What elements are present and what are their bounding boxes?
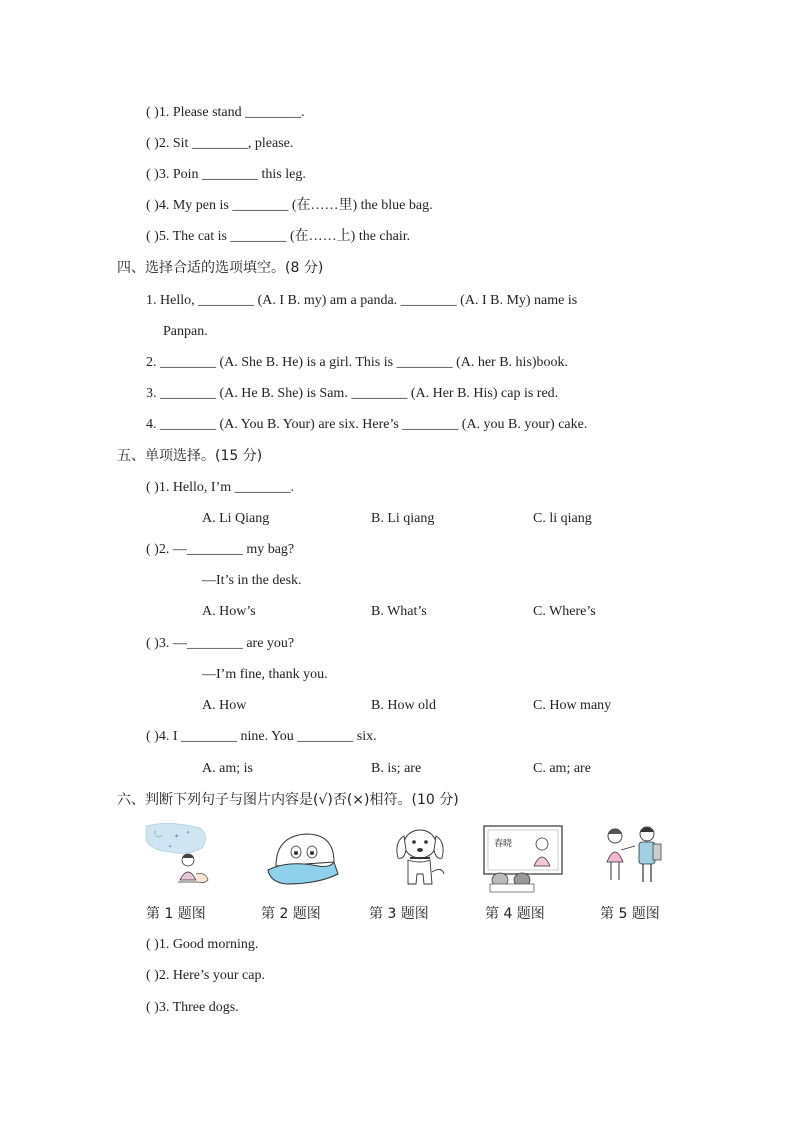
part6-item-2: ( )2. Here’s your cap. (146, 968, 265, 983)
part5-q2-dialogue: —It’s in the desk. (202, 573, 302, 588)
part5-q3-option-a: A. How (202, 698, 247, 713)
part4-item-3: 3. ________ (A. He B. She) is Sam. ________ (A. Her B. His) cap is red. (146, 386, 559, 401)
part6-item-3: ( )3. Three dogs. (146, 1000, 239, 1015)
picture-1-night-girl (140, 822, 240, 897)
section-6-title: 六、判断下列句子与图片内容是(√)否(×)相符。(10 分) (117, 792, 459, 808)
part5-q2-option-b: B. What’s (371, 604, 427, 619)
part6-item-1: ( )1. Good morning. (146, 937, 259, 952)
part3-item-2: ( )2. Sit ________, please. (146, 136, 294, 151)
caption-picture-4: 第 4 题图 (485, 906, 545, 922)
picture-2-cap (258, 822, 358, 897)
part5-q4-option-c: C. am; are (533, 761, 591, 776)
picture-4-classroom (482, 822, 582, 897)
part5-q2-option-a: A. How’s (202, 604, 256, 619)
board-text: 春晓 (494, 839, 513, 849)
svg-text:✦: ✦ (174, 834, 180, 840)
part5-q2-stem: ( )2. —________ my bag? (146, 542, 295, 557)
part5-q2-option-c: C. Where’s (533, 604, 596, 619)
part4-item-4: 4. ________ (A. You B. Your) are six. Here’s ________ (A. you B. your) cake. (146, 417, 588, 432)
part3-item-4: ( )4. My pen is ________ (在……里) the blue bag. (146, 198, 433, 213)
section-4-title: 四、选择合适的选项填空。(8 分) (117, 260, 324, 276)
part5-q1-stem: ( )1. Hello, I’m ________. (146, 480, 295, 495)
picture-3-dog (372, 822, 472, 897)
section-5-title: 五、单项选择。(15 分) (117, 448, 263, 464)
caption-picture-2: 第 2 题图 (261, 906, 321, 922)
part5-q3-dialogue: —I’m fine, thank you. (202, 667, 328, 682)
part4-item-1: 1. Hello, ________ (A. I B. my) am a panda. ________ (A. I B. My) name is (146, 293, 578, 308)
svg-text:✦: ✦ (168, 845, 173, 850)
caption-picture-5: 第 5 题图 (600, 906, 660, 922)
part3-item-3: ( )3. Poin ________ this leg. (146, 167, 306, 182)
part4-item-2: 2. ________ (A. She B. He) is a girl. This is ________ (A. her B. his)book. (146, 355, 569, 370)
part3-item-5: ( )5. The cat is ________ (在……上) the chair. (146, 229, 411, 244)
svg-text:✦: ✦ (186, 831, 191, 836)
caption-picture-3: 第 3 题图 (369, 906, 429, 922)
part3-item-1: ( )1. Please stand ________. (146, 105, 305, 120)
caption-picture-1: 第 1 题图 (146, 906, 206, 922)
part5-q1-option-b: B. Li qiang (371, 511, 435, 526)
part5-q3-option-c: C. How many (533, 698, 612, 713)
part5-q4-stem: ( )4. I ________ nine. You ________ six. (146, 729, 377, 744)
picture-5-two-kids (595, 822, 695, 897)
part5-q1-option-a: A. Li Qiang (202, 511, 270, 526)
part5-q3-stem: ( )3. —________ are you? (146, 636, 295, 651)
part5-q1-option-c: C. li qiang (533, 511, 592, 526)
part5-q3-option-b: B. How old (371, 698, 436, 713)
part4-item-1-cont: Panpan. (163, 324, 208, 339)
part5-q4-option-a: A. am; is (202, 761, 253, 776)
part5-q4-option-b: B. is; are (371, 761, 422, 776)
